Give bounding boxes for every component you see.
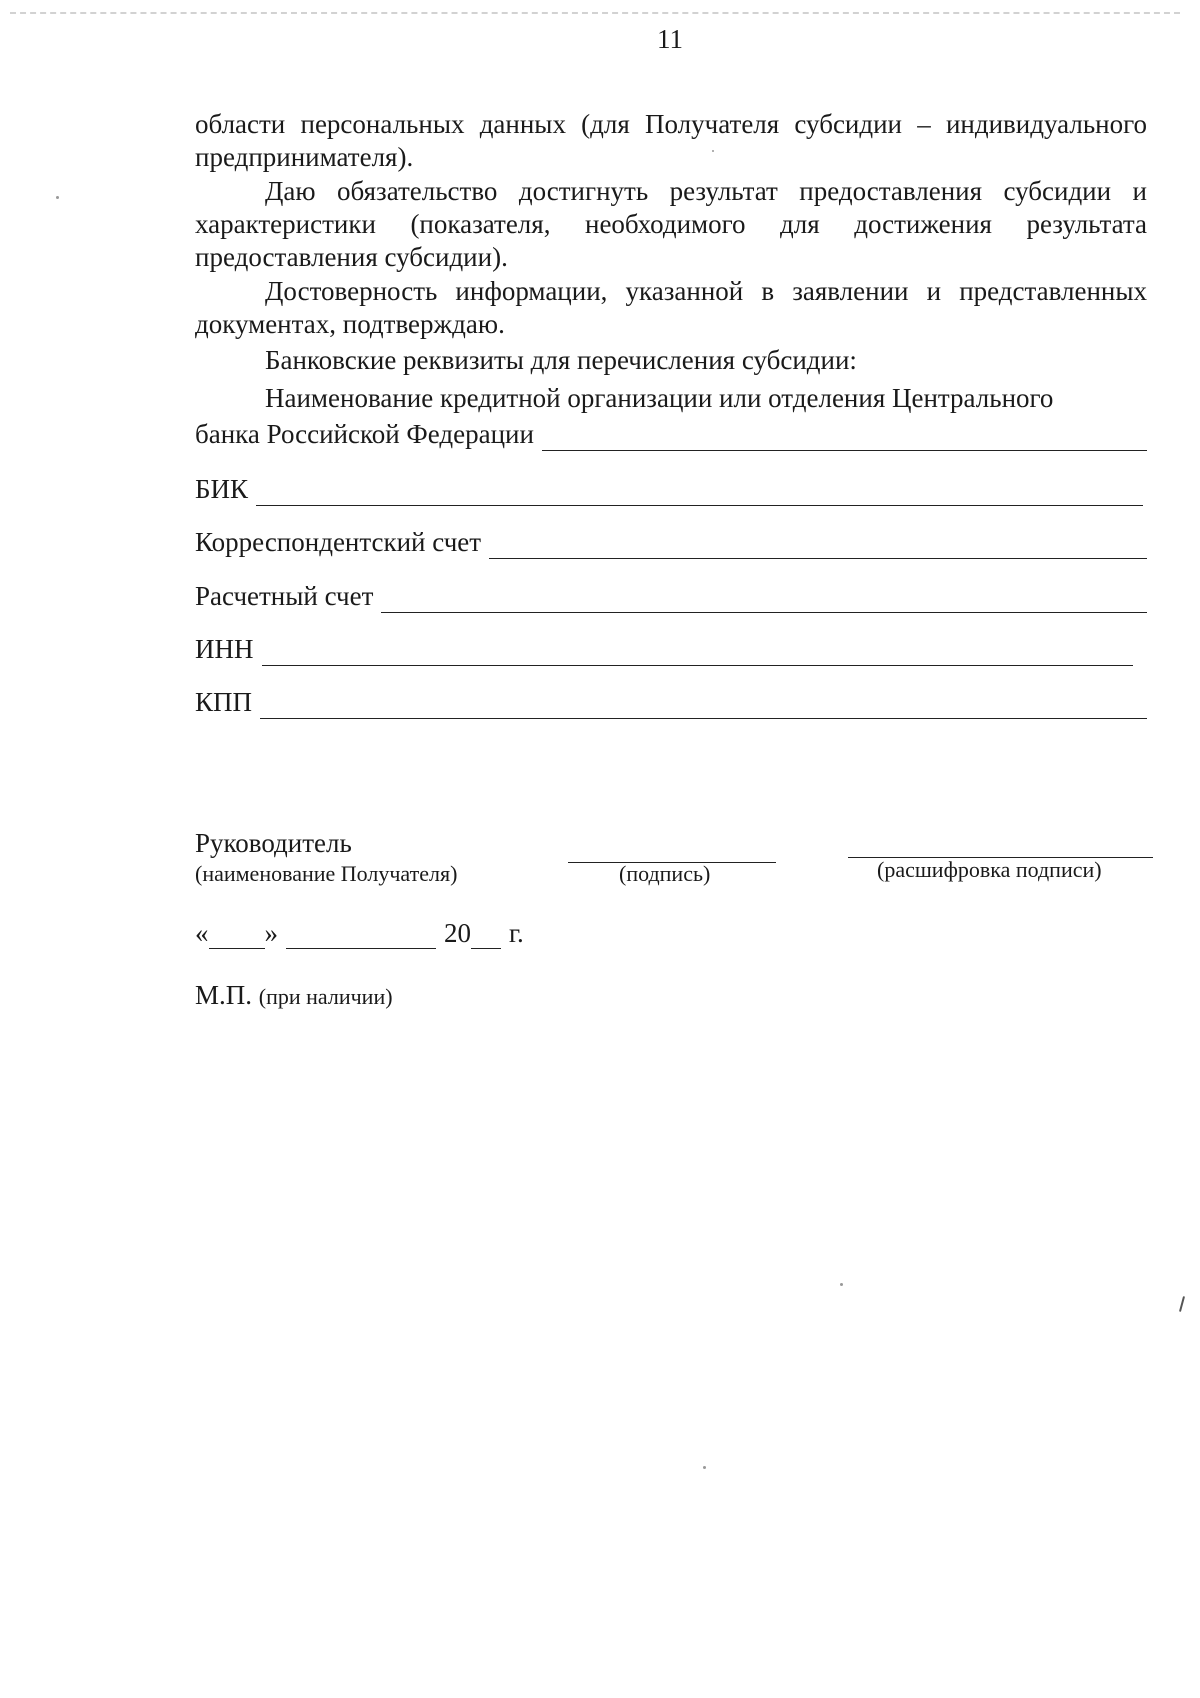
stamp-note: (при наличии) — [258, 984, 393, 1009]
scan-speck — [1179, 1296, 1185, 1312]
paragraph-bank-details-heading: Банковские реквизиты для перечисления субсидии: — [265, 345, 857, 375]
settlement-account-blank[interactable] — [381, 590, 1147, 613]
head-caption: (наименование Получателя) — [195, 861, 458, 886]
head-label: Руководитель — [195, 828, 352, 858]
stamp-label: М.П. — [195, 980, 259, 1010]
date-field[interactable] — [195, 918, 524, 949]
settlement-account-field[interactable] — [195, 580, 1147, 613]
bank-name-field[interactable] — [195, 418, 1147, 451]
date-month-blank[interactable] — [286, 926, 436, 949]
scan-artifact — [10, 12, 1180, 18]
settlement-account-label: Расчетный счет — [195, 581, 374, 611]
kpp-field[interactable] — [195, 686, 1147, 719]
date-year-suffix: г. — [509, 918, 524, 948]
date-close-quote: » — [264, 918, 278, 948]
date-year-prefix: 20 — [444, 918, 471, 948]
bik-blank[interactable] — [256, 483, 1143, 506]
inn-label: ИНН — [195, 634, 254, 664]
date-year-blank[interactable] — [471, 926, 501, 949]
scan-speck — [712, 150, 714, 152]
scan-speck — [56, 196, 59, 199]
bik-field[interactable] — [195, 473, 1143, 506]
corr-account-blank[interactable] — [489, 536, 1147, 559]
page-number: 11 — [657, 24, 683, 54]
inn-field[interactable] — [195, 633, 1133, 666]
signature-caption: (подпись) — [619, 861, 711, 886]
bank-name-label-line1: Наименование кредитной организации или отделения Центрального — [265, 383, 1054, 413]
paragraph-reliability: Достоверность информации, указанной в заявлении и представленных документах, подтверждаю. — [195, 276, 1147, 339]
date-day-blank[interactable] — [209, 926, 265, 949]
corr-account-label: Корреспондентский счет — [195, 527, 482, 557]
kpp-label: КПП — [195, 687, 253, 717]
paragraph-obligation: Даю обязательство достигнуть результат предоставления субсидии и характеристики (показателя, необходимого для достижения результата предоставления субсидии). — [195, 176, 1147, 272]
signature-decode-caption: (расшифровка подписи) — [877, 857, 1102, 882]
scan-speck — [840, 1283, 843, 1286]
kpp-blank[interactable] — [260, 696, 1147, 719]
paragraph-personal-data: области персональных данных (для Получателя субсидии – индивидуального предпринимателя). — [195, 109, 1147, 172]
bank-name-label-line2: банка Российской Федерации — [195, 419, 534, 449]
date-open-quote: « — [195, 918, 209, 948]
bik-label: БИК — [195, 474, 249, 504]
scan-speck — [703, 1466, 706, 1469]
inn-blank[interactable] — [262, 643, 1134, 666]
bank-name-blank[interactable] — [542, 428, 1147, 451]
corr-account-field[interactable] — [195, 526, 1147, 559]
stamp-place — [195, 980, 393, 1011]
